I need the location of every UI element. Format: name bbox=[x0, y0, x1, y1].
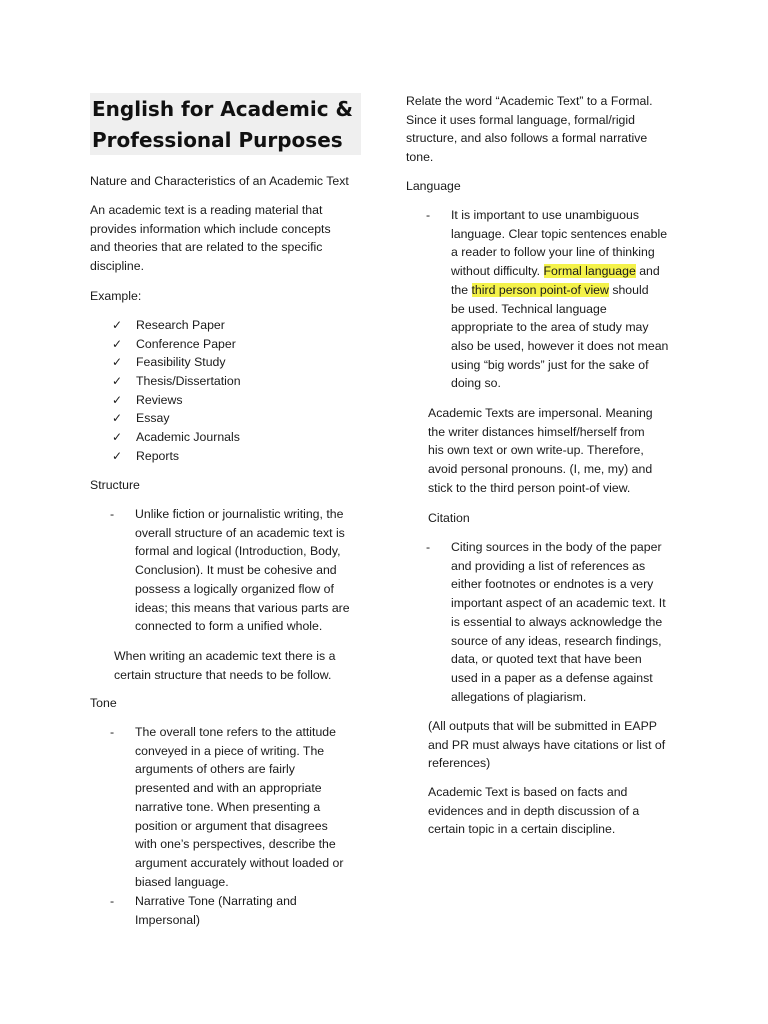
list-item bbox=[112, 391, 241, 410]
list-item bbox=[112, 335, 241, 354]
check-icon: ✓ bbox=[112, 374, 123, 389]
tone-bullet-2-text: Narrative Tone (Narrating and Impersonal) bbox=[135, 894, 297, 927]
intro-line: and theories that are related to the specific bbox=[90, 240, 323, 255]
list-item-label: Academic Journals bbox=[136, 430, 240, 445]
facts-paragraph: Academic Text is based on facts and evidences and in depth discussion of a certain topic in a certain discipline. bbox=[428, 785, 640, 837]
example-list bbox=[112, 316, 241, 466]
check-icon: ✓ bbox=[112, 318, 123, 332]
check-icon: ✓ bbox=[112, 448, 123, 463]
structure-heading: Structure bbox=[90, 478, 140, 492]
document-title-line-1: English for Academic & bbox=[92, 97, 353, 121]
citation-heading: Citation bbox=[428, 511, 470, 525]
structure-bullet-text: Unlike fiction or journalistic writing, the overall structure of an academic text is formal and logical (Introduction, Body, Conclusion). It must be cohesive and possess a logically organized flow of ideas; this means that various parts are connected to form a unified whole. bbox=[135, 507, 350, 634]
impersonal-paragraph: Academic Texts are impersonal. Meaning the writer distances himself/herself from his own text or own write-up. Therefore, avoid personal pronouns. (I, me, my) and stick to the third person point-of view. bbox=[428, 406, 653, 495]
list-item-label: Reports bbox=[136, 448, 180, 463]
highlight-formal-language: Formal language bbox=[543, 264, 636, 279]
example-heading: Example: bbox=[90, 289, 142, 303]
list-item bbox=[112, 409, 241, 428]
highlight-third-person: third person point-of view bbox=[471, 282, 609, 297]
dash-bullet: - bbox=[426, 540, 431, 554]
language-bullet bbox=[406, 206, 696, 394]
structure-bullet bbox=[90, 505, 370, 636]
list-item-label: Feasibility Study bbox=[136, 355, 226, 370]
tone-bullet-1 bbox=[90, 723, 370, 892]
list-item bbox=[112, 428, 241, 447]
citation-bullet bbox=[406, 538, 696, 707]
check-icon: ✓ bbox=[112, 411, 123, 426]
dash-bullet: - bbox=[110, 725, 115, 739]
list-item bbox=[112, 372, 241, 391]
document-title-line-2: Professional Purposes bbox=[92, 128, 343, 152]
list-item-label: Research Paper bbox=[136, 318, 225, 332]
language-heading: Language bbox=[406, 179, 461, 193]
section-subtitle: Nature and Characteristics of an Academic Text bbox=[90, 174, 349, 188]
tone-bullet-2 bbox=[90, 892, 370, 930]
intro-paragraph bbox=[90, 201, 331, 276]
list-item bbox=[112, 316, 241, 335]
dash-bullet: - bbox=[110, 894, 115, 908]
formal-intro-paragraph: Relate the word “Academic Text” to a Formal. Since it uses formal language, formal/rigid structure, and also follows a formal narrative tone. bbox=[406, 94, 653, 165]
citation-bullet-text: Citing sources in the body of the paper and providing a list of references as either footnotes or endnotes is a very important aspect of an academic text. It is essential to always acknowledge the source of any ideas, research findings, data, or quoted text that have been used in a paper as a defense against allegations of plagiarism. bbox=[451, 540, 666, 704]
intro-line: discipline. bbox=[90, 259, 144, 274]
dash-bullet: - bbox=[110, 507, 115, 521]
check-icon: ✓ bbox=[112, 392, 123, 407]
tone-bullet-1-text: The overall tone refers to the attitude conveyed in a piece of writing. The arguments of others are fairly presented and with an appropriate narrative tone. When presenting a position or argument that disagrees with one’s perspectives, describe the argument accurately without loaded or biased language. bbox=[135, 725, 344, 889]
outputs-note: (All outputs that will be submitted in EAPP and PR must always have citations or list of references) bbox=[428, 719, 666, 771]
list-item-label: Thesis/Dissertation bbox=[136, 374, 241, 389]
list-item bbox=[112, 353, 241, 372]
structure-note: When writing an academic text there is a certain structure that needs to be follow. bbox=[114, 649, 336, 682]
list-item-label: Conference Paper bbox=[136, 336, 236, 351]
check-icon: ✓ bbox=[112, 430, 123, 445]
dash-bullet: - bbox=[426, 208, 431, 222]
intro-line: provides information which include concepts bbox=[90, 221, 331, 236]
list-item bbox=[112, 447, 241, 466]
list-item-label: Reviews bbox=[136, 392, 183, 407]
language-bullet-text: It is important to use unambiguous language. Clear topic sentences enable a reader to follow your line of thinking without difficulty. Formal language and the third person point-of view should be used. Technical language appropriate to the area of study may also be used, however it does not mean using “big words” just for the sake of doing so. bbox=[451, 208, 669, 391]
tone-heading: Tone bbox=[90, 696, 117, 710]
check-icon: ✓ bbox=[112, 355, 123, 370]
check-icon: ✓ bbox=[112, 336, 123, 351]
list-item-label: Essay bbox=[136, 411, 170, 426]
intro-line: An academic text is a reading material that bbox=[90, 203, 323, 217]
document-title-box bbox=[90, 93, 361, 155]
